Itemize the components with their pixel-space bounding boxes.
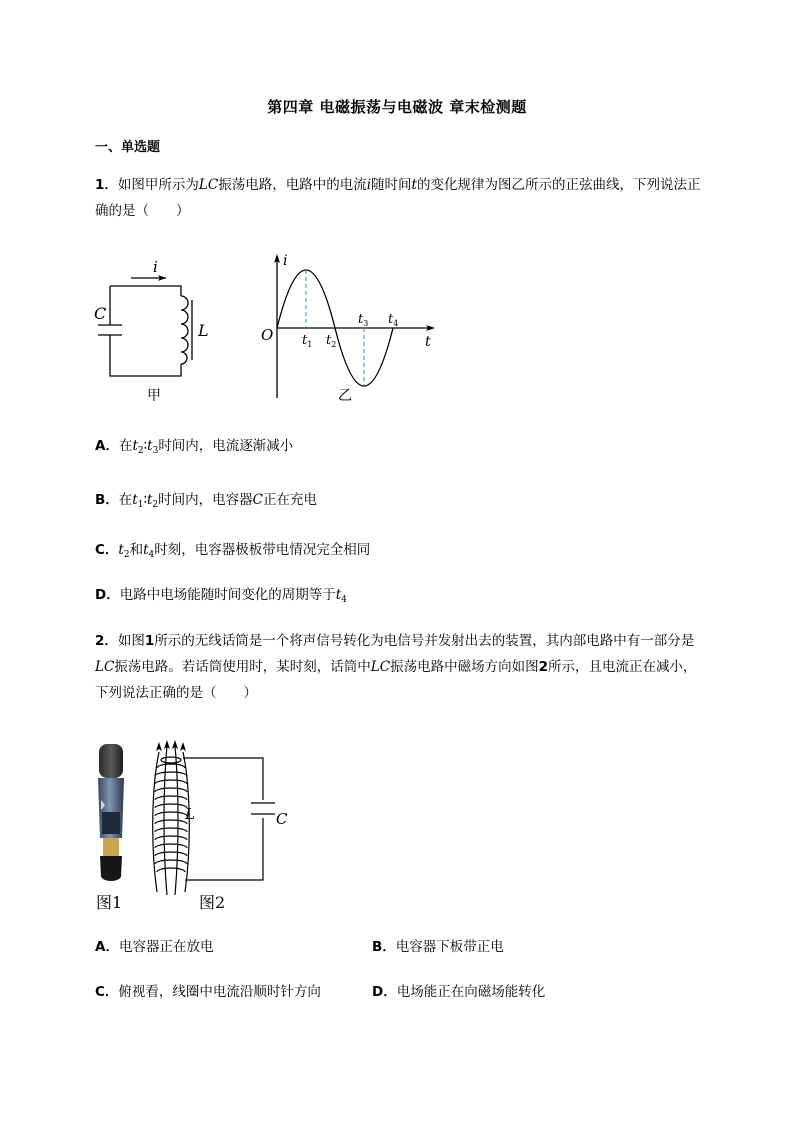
q1-option-b[interactable] [95, 490, 317, 515]
subscript: 1 [137, 500, 144, 510]
option-text: 时间内，电容器 [158, 492, 253, 508]
q1-text-c: 随时间 [371, 177, 412, 193]
option-text: 俯视看，线圈中电流沿顺时针方向 [118, 984, 321, 1000]
subscript: 4 [148, 550, 155, 560]
q2-option-b[interactable] [372, 937, 504, 957]
q1-text-a: 如图甲所示为 [117, 177, 199, 193]
figure-2-caption: 图2 [199, 893, 226, 912]
q2-text-d: 振荡电路中磁场方向如图 [390, 659, 539, 675]
q1-option-a[interactable] [95, 436, 293, 461]
q2-lc1: LC [95, 659, 115, 675]
q1-option-c[interactable] [95, 540, 370, 565]
option-label: A． [95, 438, 119, 454]
coil-capacitor-figure [145, 740, 295, 915]
var-t: t [147, 438, 153, 454]
option-label: D． [372, 984, 397, 1000]
option-label: C． [95, 542, 119, 558]
separator: ∶ [143, 438, 148, 454]
question-2-stem [95, 628, 705, 706]
graph-axis-i: i [283, 253, 288, 269]
circuit-label-c: C [94, 304, 107, 323]
page-title: 第四章 电磁振荡与电磁波 章末检测题 [267, 98, 527, 116]
q2-fig-ref-2: 2 [538, 659, 548, 675]
q2-fig-ref-1: 1 [144, 633, 155, 649]
tick-t4: $t_4$ [388, 312, 399, 328]
subscript: 3 [152, 446, 159, 456]
var-t: t [335, 587, 342, 603]
option-text: 电场能正在向磁场能转化 [396, 984, 546, 1000]
q2-lc2: LC [370, 659, 391, 675]
separator: ∶ [143, 492, 147, 508]
q1-lc: LC [198, 177, 219, 193]
option-text: 时间内，电流逐渐减小 [158, 438, 294, 454]
subscript: 2 [152, 500, 159, 510]
tick-t2: $t_2$ [326, 333, 337, 349]
figure-1-caption: 图1 [96, 893, 123, 912]
graph-origin: O [261, 326, 274, 344]
option-label: D． [95, 587, 120, 603]
var-t: t [132, 438, 138, 454]
subscript: 2 [123, 550, 130, 560]
q1-option-d[interactable] [95, 585, 347, 610]
option-text: 在 [118, 438, 133, 454]
lc-circuit-diagram [88, 250, 223, 410]
mic-display [102, 812, 120, 834]
var-t: t [143, 542, 149, 558]
q1-text-b: 振荡电路，电路中的电流 [218, 177, 367, 193]
option-text: 电容器正在放电 [118, 939, 214, 955]
var-t: t [118, 542, 124, 558]
option-label: B． [95, 492, 119, 508]
coil-label-l: L [185, 805, 195, 823]
subscript: 4 [341, 595, 347, 605]
q2-option-d[interactable] [372, 982, 545, 1002]
option-text: 电路中电场能随时间变化的周期等于 [119, 587, 336, 603]
capacitor-label-c: C [276, 810, 288, 828]
question-1-stem [95, 172, 705, 224]
q2-text-a: 如图 [117, 633, 145, 649]
q2-text-e: 所示，且电流正在减小，下列说法正确的是（ ） [95, 659, 697, 701]
tick-t1: $t_1$ [302, 333, 313, 349]
option-text: 正在充电 [263, 492, 317, 508]
q1-i: i [366, 177, 372, 193]
mic-battery [103, 838, 119, 856]
option-text: 电容器下板带正电 [395, 939, 504, 955]
graph-axis-t: t [425, 334, 431, 350]
option-text: 时刻，电容器极板带电情况完全相同 [154, 542, 371, 558]
circuit-label-l: L [198, 321, 209, 340]
figure-jia-caption: 甲 [147, 388, 161, 404]
var-c: C [252, 492, 263, 508]
option-label: B． [372, 939, 396, 955]
q2-option-a[interactable] [95, 937, 213, 957]
q1-t: t [411, 177, 417, 193]
q2-text-c: 振荡电路。若话筒使用时，某时刻，话筒中 [114, 659, 371, 675]
mic-base [100, 856, 122, 881]
tick-t3: $t_3$ [358, 312, 369, 328]
option-label: A． [95, 939, 119, 955]
q1-text-d: 的变化规律为图乙所示的正弦曲线，下列说法正确的是（ ） [95, 177, 701, 219]
mic-grille [99, 744, 123, 778]
option-text: 在 [118, 492, 133, 508]
question-2-number: 2． [95, 633, 118, 649]
var-t: t [146, 492, 153, 508]
option-text: 和 [129, 542, 144, 558]
current-time-graph [255, 248, 450, 410]
var-t: t [132, 492, 138, 508]
q2-text-b: 所示的无线话筒是一个将声信号转化为电信号并发射出去的装置，其内部电路中有一部分是 [154, 633, 695, 649]
circuit-label-i: i [153, 258, 158, 276]
question-1-number: 1． [95, 177, 118, 193]
subscript: 2 [137, 446, 144, 456]
option-label: C． [95, 984, 119, 1000]
figure-yi-caption: 乙 [338, 388, 352, 404]
microphone-figure [92, 740, 137, 915]
q2-option-c[interactable] [95, 982, 321, 1002]
section-heading: 一、单选题 [95, 140, 161, 155]
